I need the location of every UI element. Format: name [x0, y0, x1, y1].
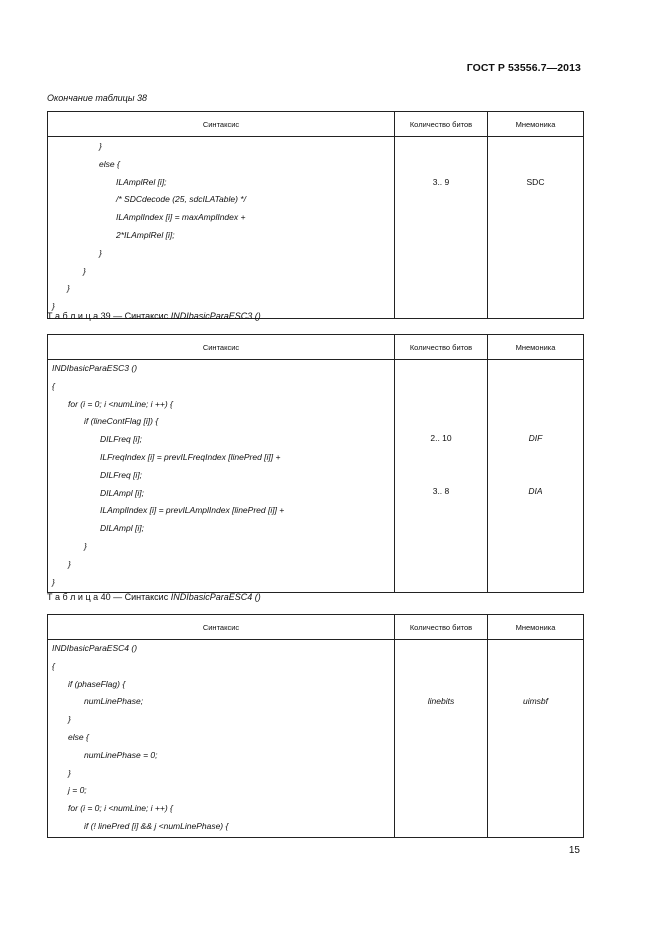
bits-value: 3.. 9	[432, 177, 450, 187]
mnemonic-value: SDC	[526, 177, 545, 187]
header-syntax: Синтаксис	[48, 615, 395, 640]
code-line: }	[99, 141, 102, 151]
mnemonic-cell	[488, 137, 584, 319]
code-line: if (lineContFlag [i]) {	[84, 416, 159, 427]
code-line: for (i = 0; i <numLine; i ++) {	[68, 803, 173, 814]
code-line: numLinePhase;	[84, 696, 144, 707]
code-line: ILAmplIndex [i] = maxAmplIndex +	[116, 212, 246, 223]
document-standard-header: ГОСТ Р 53556.7—2013	[466, 62, 581, 74]
mnemonic-value: uimsbf	[522, 696, 549, 706]
code-line: INDIbasicParaESC4 ()	[52, 643, 138, 653]
table39-caption	[47, 311, 261, 321]
header-bits: Количество битов	[395, 615, 488, 640]
syntax-cell	[48, 360, 395, 593]
table38-continuation-caption: Окончание таблицы 38	[47, 93, 147, 103]
table40-caption-prefix: Т а б л и ц а 40 — Синтаксис	[47, 592, 171, 602]
code-line: }	[68, 767, 71, 778]
code-line: else {	[68, 731, 89, 742]
table39-caption-name: INDIbasicParaESC3 ()	[170, 311, 261, 321]
code-line: }	[83, 265, 86, 276]
code-line: }	[99, 247, 102, 258]
header-bits: Количество битов	[395, 335, 488, 360]
code-line: ILFreqIndex [i] = prevILFreqIndex [linePred [i]] +	[100, 451, 281, 462]
code-line: }	[68, 714, 71, 725]
bits-cell	[395, 360, 488, 593]
code-line: j = 0;	[68, 785, 87, 796]
table40-caption-name: INDIbasicParaESC4 ()	[170, 592, 261, 602]
table-38	[47, 111, 584, 319]
code-line: numLinePhase = 0;	[84, 749, 158, 760]
code-line: DILAmpl [i];	[100, 523, 144, 534]
code-line: ILAmplRel [i];	[116, 176, 167, 187]
code-line: /* SDCdecode (25, sdcILATable) */	[116, 194, 246, 205]
header-mnemonic: Мнемоника	[488, 615, 584, 640]
header-syntax: Синтаксис	[48, 112, 395, 137]
mnemonic-cell	[488, 640, 584, 838]
header-mnemonic: Мнемоника	[488, 335, 584, 360]
code-line: }	[84, 540, 87, 551]
code-line: ILAmplIndex [i] = prevILAmplIndex [linePred [i]] +	[100, 505, 285, 516]
syntax-cell	[48, 137, 395, 319]
code-line: DILFreq [i];	[100, 469, 143, 480]
code-line: }	[52, 576, 55, 587]
syntax-cell	[48, 640, 395, 838]
code-line: {	[52, 380, 55, 391]
code-line: if (phaseFlag) {	[68, 678, 126, 689]
code-line: if (! linePred [i] && j <numLinePhase) {	[84, 820, 229, 831]
code-line: }	[68, 558, 71, 569]
code-line: else {	[99, 158, 120, 169]
mnemonic-value-dif: DIF	[528, 433, 543, 443]
code-line: INDIbasicParaESC3 ()	[52, 363, 138, 373]
table40-caption	[47, 592, 261, 602]
mnemonic-cell	[488, 360, 584, 593]
table39-caption-prefix: Т а б л и ц а 39 — Синтаксис	[47, 311, 171, 321]
code-line: DILFreq [i];	[100, 434, 143, 445]
table-39	[47, 334, 584, 593]
code-line: }	[67, 283, 70, 294]
header-bits: Количество битов	[395, 112, 488, 137]
bits-cell	[395, 640, 488, 838]
code-line: {	[52, 660, 55, 671]
bits-value-dif: 2.. 10	[430, 433, 452, 443]
bits-value: linebits	[427, 696, 455, 706]
code-line: 2*ILAmplRel [i];	[116, 229, 175, 240]
header-mnemonic: Мнемоника	[488, 112, 584, 137]
code-line: }	[52, 301, 55, 312]
bits-value-dia: 3.. 8	[432, 486, 450, 496]
code-line: for (i = 0; i <numLine; i ++) {	[68, 398, 173, 409]
code-line: DILAmpl [i];	[100, 487, 144, 498]
bits-cell	[395, 137, 488, 319]
table-40	[47, 614, 584, 838]
page-number: 15	[568, 845, 580, 856]
mnemonic-value-dia: DIA	[528, 486, 543, 496]
header-syntax: Синтаксис	[48, 335, 395, 360]
